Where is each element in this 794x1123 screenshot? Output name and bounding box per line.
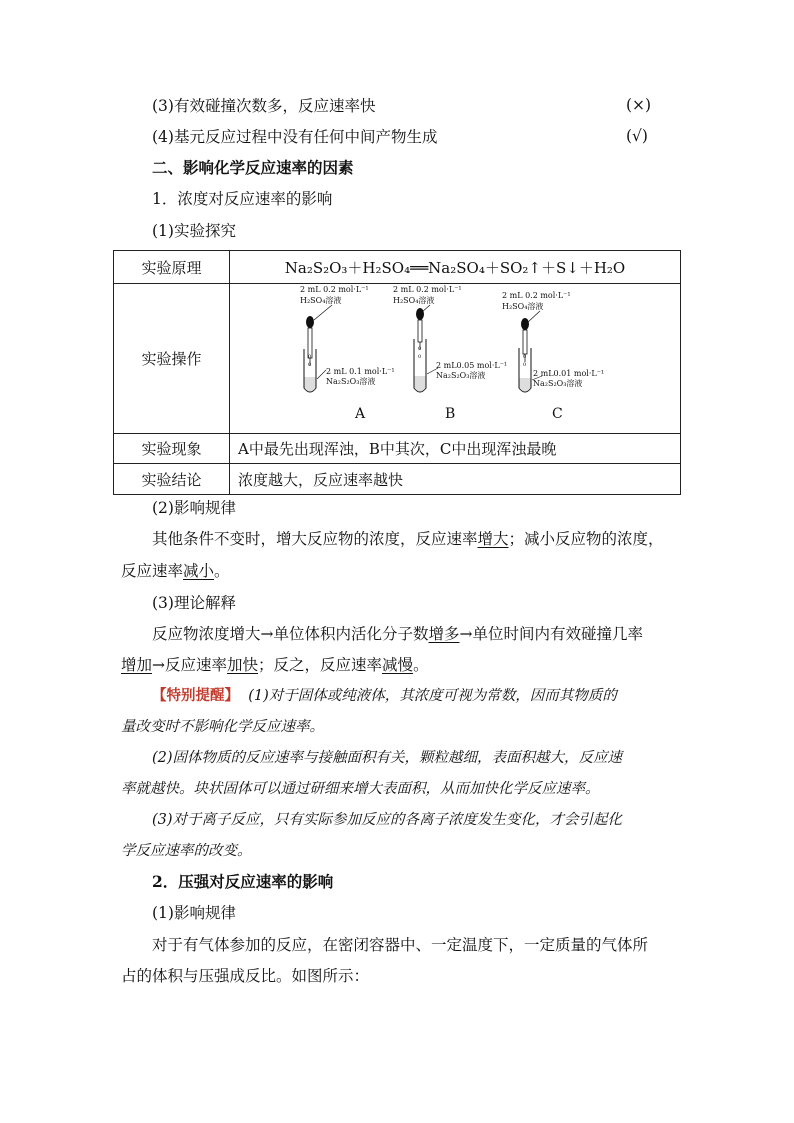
experiment-table — [113, 250, 681, 495]
text: 。 — [214, 562, 230, 580]
svg-text:0: 0 — [418, 346, 422, 352]
table-key: 实验原理 — [114, 251, 230, 284]
tip-line-5: (3)对于离子反应，只有实际参加反应的各离子浓度发生变化，才会引起化 — [152, 812, 623, 828]
subsection-item: (2)影响规律 — [152, 499, 236, 517]
tube-label-2: Na₂S₂O₃溶液 — [533, 379, 583, 388]
svg-text:0: 0 — [308, 362, 312, 368]
dropper-label-2: H₂SO₄溶液 — [502, 302, 544, 311]
tube-a — [300, 285, 395, 422]
underlined-answer: 减小 — [183, 562, 215, 580]
item-4-mark: (√) — [626, 127, 648, 145]
section-title: 二、影响化学反应速率的因素 — [152, 158, 354, 177]
text: →反应速率 — [152, 656, 228, 674]
underlined-answer: 增加 — [121, 656, 153, 674]
tube-label: 2 mL 0.1 mol·L⁻¹ — [326, 367, 395, 376]
tip-line-2: 量改变时不影响化学反应速率。 — [121, 719, 324, 735]
text: 反应物浓度增大→单位体积内活化分子数 — [152, 625, 429, 643]
tip-line-4: 率就越快。块状固体可以通过研细来增大表面积，从而加快化学反应速率。 — [121, 781, 600, 797]
dropper-label: 2 mL 0.2 mol·L⁻¹ — [393, 285, 462, 294]
underlined-answer: 增多 — [428, 625, 460, 643]
dropper-label: 2 mL 0.2 mol·L⁻¹ — [300, 285, 369, 294]
pressure-line-1: 对于有气体参加的反应，在密闭容器中、一定温度下，一定质量的气体所 — [152, 936, 649, 954]
label-c: C — [552, 406, 563, 422]
text: 。 — [413, 656, 429, 674]
label-a: A — [355, 406, 366, 422]
tube-label: 2 mL0.01 mol·L⁻¹ — [533, 369, 605, 378]
tip-line-6: 学反应速率的改变。 — [121, 843, 252, 859]
table-key: 实验操作 — [114, 284, 230, 434]
item-3: (3)有效碰撞次数多，反应速率快 — [152, 97, 376, 115]
table-value: 浓度越大，反应速率越快 — [230, 464, 681, 495]
test-tube-diagram — [230, 284, 680, 433]
tube-label-2: Na₂S₂O₃溶液 — [436, 371, 486, 380]
text: 其他条件不变时，增大反应物的浓度，反应速率 — [152, 530, 478, 548]
svg-text:0: 0 — [308, 354, 312, 360]
item-3-mark: (×) — [626, 96, 652, 114]
reaction-equation: Na₂S₂O₃＋H₂SO₄══Na₂SO₄＋SO₂↑＋S↓＋H₂O — [230, 251, 681, 284]
tube-label: 2 mL0.05 mol·L⁻¹ — [436, 361, 508, 370]
subsection-item: (1)影响规律 — [152, 904, 236, 922]
tip-line-1 — [152, 686, 617, 706]
pressure-line-2: 占的体积与压强成反比。如图所示： — [121, 967, 370, 985]
text: →单位时间内有效碰撞几率 — [459, 625, 644, 643]
dropper-label-2: H₂SO₄溶液 — [300, 296, 342, 305]
svg-text:0: 0 — [523, 362, 527, 368]
label-b: B — [445, 406, 456, 422]
svg-text:0: 0 — [523, 354, 527, 360]
tube-c — [502, 291, 604, 422]
table-key: 实验结论 — [114, 464, 230, 495]
tip-text: (1)对于固体或纯液体，其浓度可视为常数，因而其物质的 — [248, 688, 617, 704]
underlined-answer: 减慢 — [382, 656, 414, 674]
dropper-label-2: H₂SO₄溶液 — [393, 296, 435, 305]
tip-line-3: (2)固体物质的反应速率与接触面积有关，颗粒越细，表面积越大，反应速 — [152, 750, 623, 766]
subsection-item: (1)实验探究 — [152, 222, 236, 240]
svg-text:0: 0 — [418, 354, 422, 360]
dropper-label: 2 mL 0.2 mol·L⁻¹ — [502, 291, 571, 300]
subsection-item: (3)理论解释 — [152, 594, 236, 612]
underlined-answer: 加快 — [227, 656, 259, 674]
theory-line-1 — [152, 624, 643, 644]
theory-line-2 — [121, 655, 429, 675]
rule-line-1 — [152, 529, 664, 549]
table-value: A中最先出现浑浊，B中其次，C中出现浑浊最晚 — [230, 434, 681, 464]
tube-label-2: Na₂S₂O₃溶液 — [326, 377, 376, 386]
item-4: (4)基元反应过程中没有任何中间产物生成 — [152, 128, 438, 146]
text: ；减小反应物的浓度， — [508, 530, 664, 548]
table-key: 实验现象 — [114, 434, 230, 464]
text: 反应速率 — [121, 562, 184, 580]
text: ；反之，反应速率 — [258, 656, 383, 674]
subsection-title: 1．浓度对反应速率的影响 — [152, 190, 333, 208]
subsection-title: 2．压强对反应速率的影响 — [152, 872, 334, 891]
tube-b — [393, 285, 507, 422]
experiment-diagram-cell — [230, 284, 681, 434]
underlined-answer: 增大 — [477, 530, 509, 548]
rule-line-2 — [121, 561, 230, 581]
special-tip-label: 【特别提醒】 — [152, 687, 239, 704]
